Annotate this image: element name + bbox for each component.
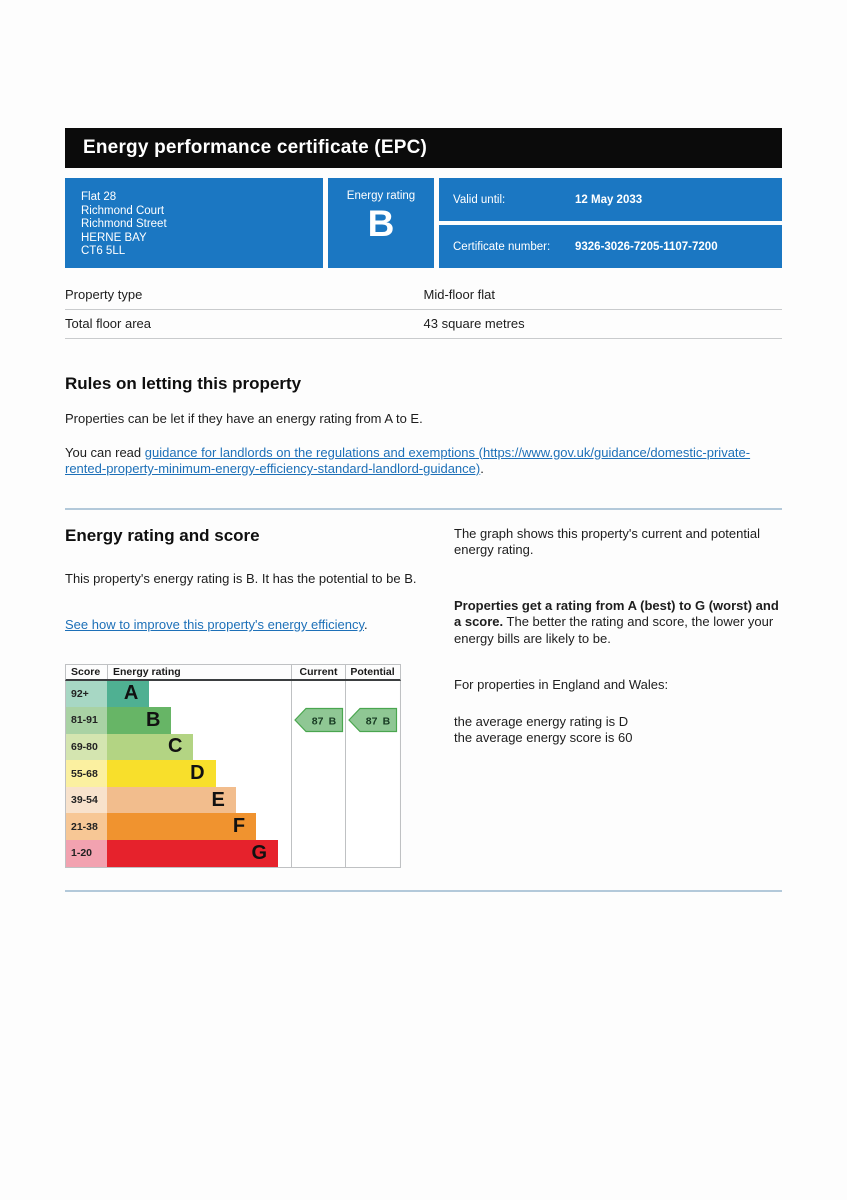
svg-text:87 B: 87 B [311, 715, 336, 728]
certificate-number-label: Certificate number: [453, 240, 551, 253]
valid-until-value: 12 May 2033 [575, 193, 643, 206]
band-bar-cell [107, 734, 291, 761]
svg-text:87 B: 87 B [365, 715, 390, 728]
property-type-label: Property type [65, 281, 424, 310]
validity-box [439, 178, 782, 268]
guidance-prefix: You can read [65, 444, 145, 460]
graph-intro: The graph shows this property's current and potential energy rating. [454, 525, 760, 557]
current-cell [291, 760, 345, 787]
property-address [65, 178, 323, 268]
rating-column [65, 510, 421, 868]
epc-band-row-d [66, 760, 400, 787]
epc-band-row-b [66, 707, 400, 734]
improve-efficiency-link[interactable]: See how to improve this property's energy efficiency [65, 617, 364, 632]
epc-band-row-f [66, 813, 400, 840]
document-title-bar [65, 128, 782, 168]
address-line-5: CT6 5LL [81, 245, 126, 257]
improve-link-wrap [65, 617, 421, 634]
potential-cell [345, 707, 399, 734]
band-bar-d: D [107, 760, 216, 787]
potential-cell [345, 734, 399, 761]
chart-header [65, 664, 401, 681]
landlord-guidance-link-text: guidance for landlords on the regulations and exemptions [144, 444, 476, 460]
current-cell [291, 707, 345, 734]
band-score-range: 55-68 [66, 760, 107, 787]
potential-cell [345, 840, 399, 867]
bottom-divider [65, 890, 782, 892]
band-bar-cell [107, 813, 291, 840]
rating-explanation-bold: Properties get a rating from A (best) to G (worst) and a score. [454, 597, 779, 629]
address-line-4: HERNE BAY [81, 231, 147, 244]
band-bar-e: E [107, 787, 236, 814]
band-bar-g: G [107, 840, 278, 867]
improve-link-suffix: . [363, 617, 368, 632]
epc-band-row-c [66, 734, 400, 761]
energy-rating-label: Energy rating [346, 190, 416, 202]
average-rating-line: the average energy rating is D [454, 713, 629, 729]
landlord-guidance-link-url: (https://www.gov.uk/guidance/domestic-private-rented-property-minimum-energy-efficiency-standard-landlord-guidance) [65, 444, 751, 476]
band-bar-f: F [107, 813, 256, 840]
energy-rating-section [65, 510, 782, 868]
band-score-range: 39-54 [66, 787, 107, 814]
floor-area-label: Total floor area [65, 310, 424, 339]
chart-col-current: Current [291, 665, 345, 679]
current-cell [291, 681, 345, 708]
rules-paragraph: Properties can be let if they have an energy rating from A to E. [65, 411, 423, 426]
explanation-column [454, 510, 782, 868]
rating-explanation [454, 598, 782, 648]
energy-rating-box [328, 178, 434, 268]
potential-cell [345, 813, 399, 840]
property-type-value: Mid-floor flat [424, 281, 783, 310]
landlord-guidance-link[interactable] [65, 445, 750, 477]
address-line-1: Flat 28 [81, 191, 117, 203]
band-bar-b: B [107, 707, 171, 734]
guidance-suffix: . [480, 461, 484, 476]
rating-explanation-rest: The better the rating and score, the lower your energy bills are likely to be. [454, 614, 774, 646]
band-bar-c: C [107, 734, 193, 761]
address-line-2: Richmond Court [81, 204, 165, 217]
band-score-range: 1-20 [66, 840, 107, 867]
table-row [65, 281, 782, 310]
band-score-range: 92+ [66, 681, 107, 708]
potential-cell [345, 787, 399, 814]
potential-cell [345, 681, 399, 708]
current-cell [291, 813, 345, 840]
certificate-number-value: 9326-3026-7205-1107-7200 [575, 240, 718, 253]
band-score-range: 81-91 [66, 707, 107, 734]
chart-col-energy-rating: Energy rating [107, 665, 291, 679]
band-bar-cell [107, 760, 291, 787]
potential-cell [345, 760, 399, 787]
epc-band-row-g [66, 840, 400, 867]
certificate-summary [65, 178, 782, 268]
band-bar-a: A [107, 681, 149, 708]
band-score-range: 69-80 [66, 734, 107, 761]
average-values [454, 714, 782, 747]
rules-section-heading: Rules on letting this property [65, 374, 302, 393]
rating-summary: This property's energy rating is B. It has the potential to be B. [65, 570, 417, 586]
valid-until-label: Valid until: [453, 193, 506, 206]
table-row [65, 310, 782, 339]
epc-band-row-e [66, 787, 400, 814]
band-bar-cell [107, 681, 291, 708]
band-bar-cell [107, 840, 291, 867]
current-cell [291, 734, 345, 761]
chart-col-potential: Potential [345, 665, 399, 679]
band-bar-cell [107, 787, 291, 814]
average-score-line: the average energy score is 60 [454, 730, 633, 745]
property-details-table [65, 281, 782, 339]
chart-body [65, 681, 401, 868]
current-rating-marker [294, 707, 344, 733]
document-title: Energy performance certificate (EPC) [83, 137, 428, 158]
potential-rating-marker [348, 707, 398, 733]
energy-rating-chart [65, 664, 401, 868]
valid-until-row [439, 178, 782, 221]
floor-area-value: 43 square metres [424, 310, 783, 339]
england-wales-line: For properties in England and Wales: [454, 677, 669, 692]
epc-band-row-a [66, 681, 400, 708]
band-bar-cell [107, 707, 291, 734]
score-section-heading: Energy rating and score [65, 525, 260, 545]
address-line-3: Richmond Street [81, 218, 167, 230]
certificate-number-row [439, 225, 782, 268]
current-cell [291, 787, 345, 814]
energy-rating-value: B [367, 203, 395, 244]
band-score-range: 21-38 [66, 813, 107, 840]
current-cell [291, 840, 345, 867]
chart-col-score: Score [71, 665, 101, 678]
guidance-paragraph [65, 445, 782, 478]
